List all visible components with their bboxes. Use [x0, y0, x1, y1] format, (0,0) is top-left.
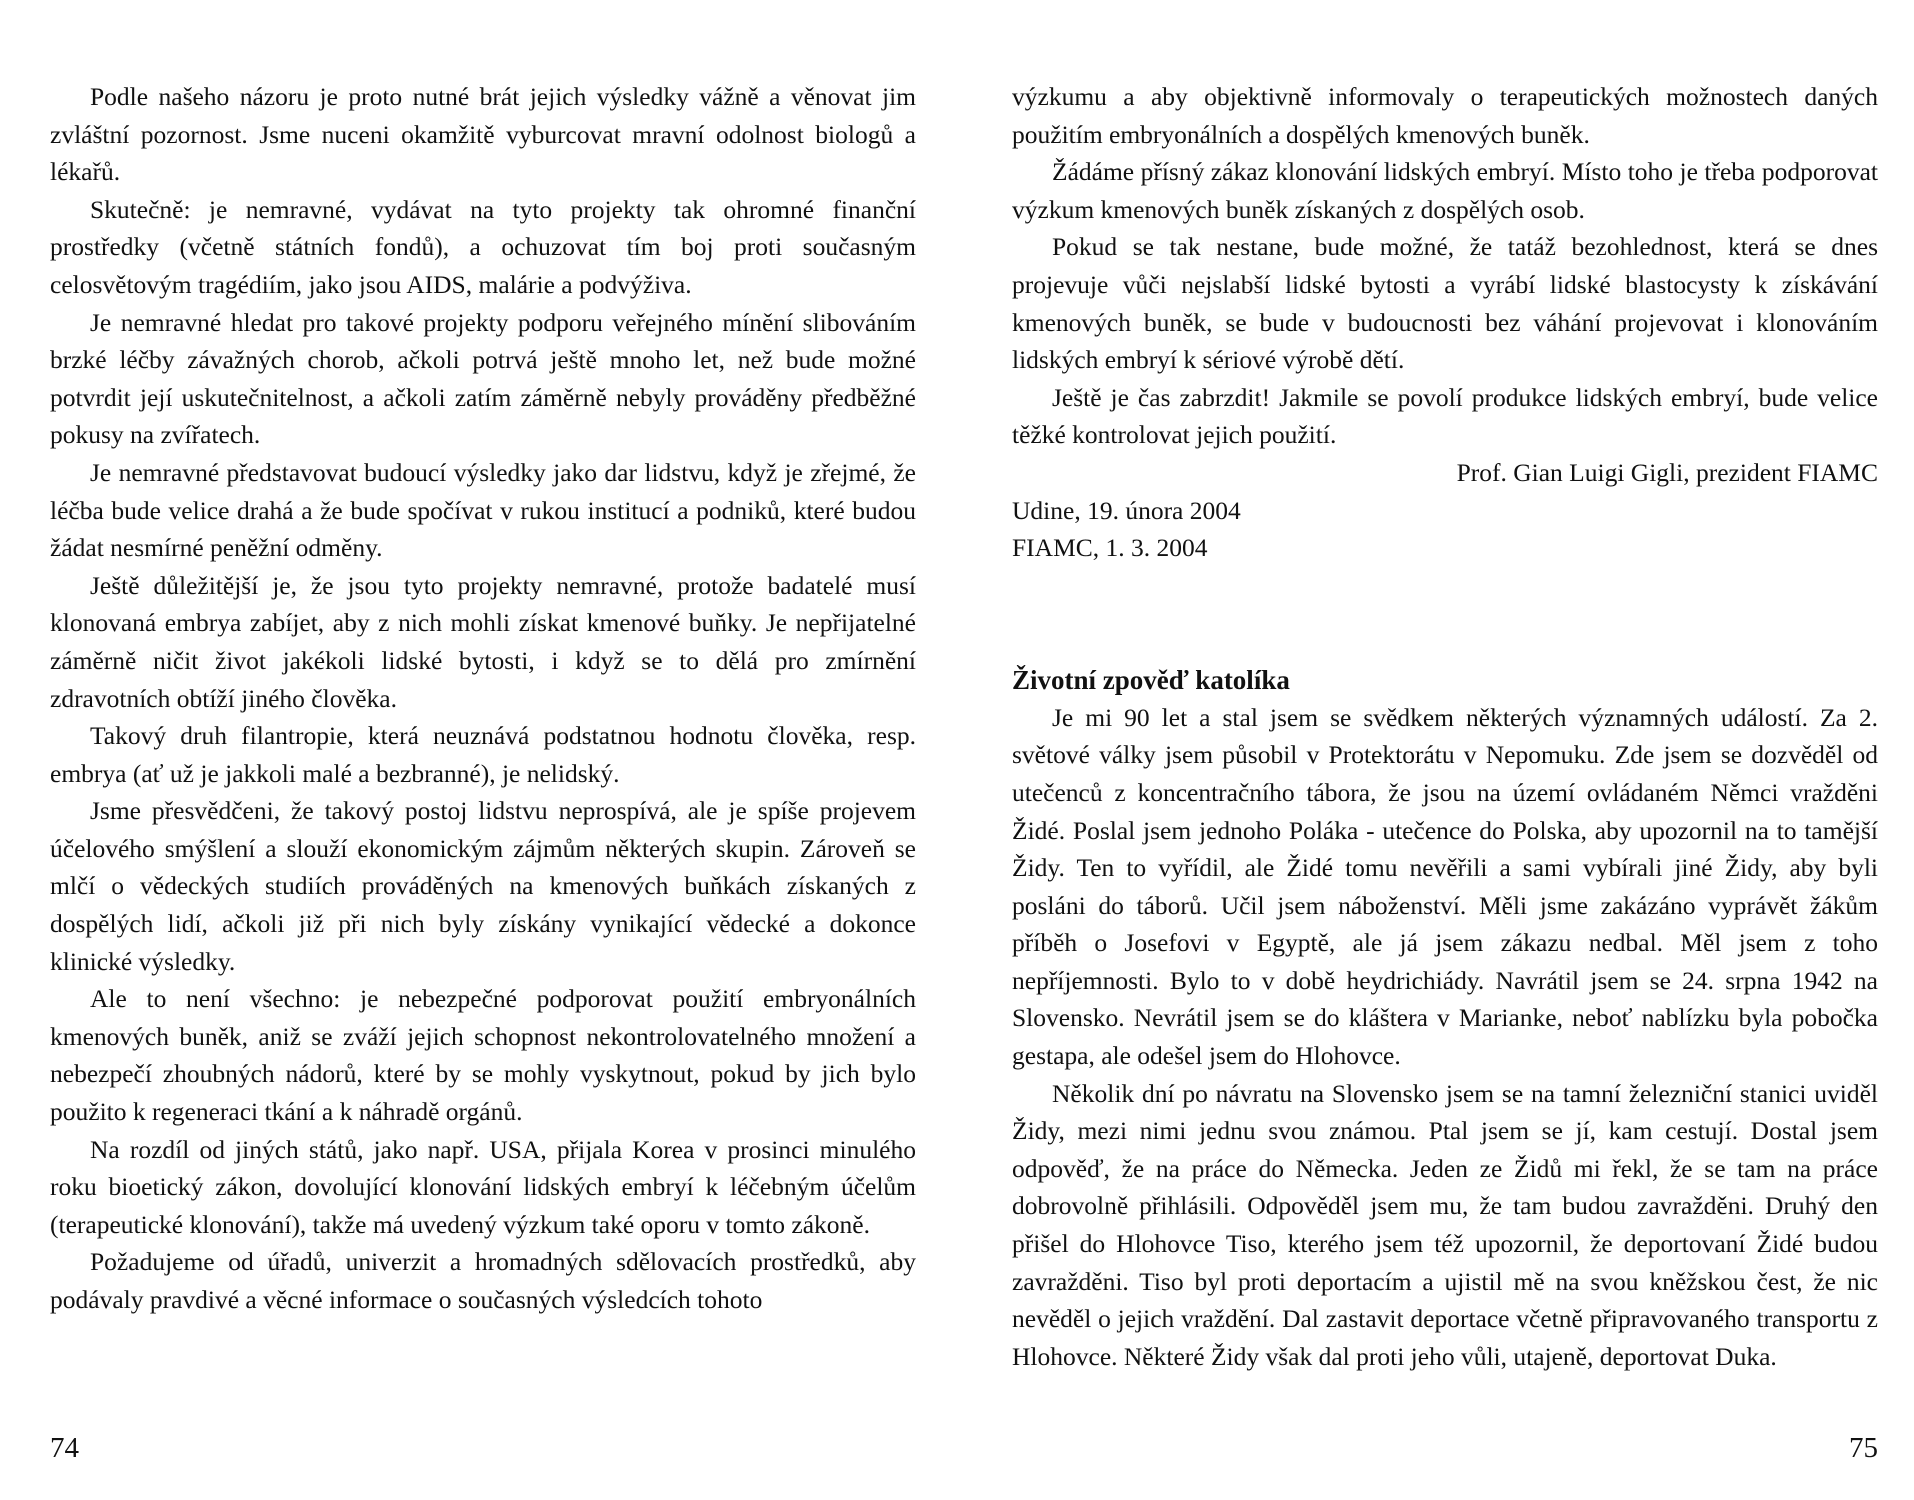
paragraph: Jsme přesvědčeni, že takový postoj lidstvu neprospívá, ale je spíše projevem účelového smýšlení a slouží ekonomickým zájmům některých skupin. Zároveň se mlčí o vědeckých studiích prováděných na kmenových buňkách získaných z dospělých lidí, ačkoli již při nich byly získány vynikající vědecké a dokonce klinické výsledky. [50, 796, 916, 976]
paragraph: Požadujeme od úřadů, univerzit a hromadných sdělovacích prostředků, aby podávaly pravdivé a věcné informace o současných výsledcích tohoto [50, 1247, 916, 1314]
paragraph: Několik dní po návratu na Slovensko jsem se na tamní železniční stanici uviděl Židy, mezi nimi jednu svou známou. Ptal jsem se jí, kam cestují. Dostal jsem odpověď, že na práce do Německa. Jeden ze Židů mi řekl, že se tam na práce dobrovolně přihlásili. Odpověděl jsem mu, že tam budou zavražděni. Druhý den přišel do Hlohovce Tiso, kterého jsem též upozornil, že deportovaní Židé budou zavražděni. Tiso byl proti deportacím a ujistil mě na svou kněžskou čest, že nic nevěděl o jejich vraždění. Dal zastavit deportace včetně připravovaného transportu z Hlohovce. Některé Židy však dal proti jeho vůli, utajeně, deportovat Duka. [1012, 1078, 1878, 1371]
paragraph: Ještě důležitější je, že jsou tyto projekty nemravné, protože badatelé musí klonovaná embrya zabíjet, aby z nich mohli získat kmenové buňky. Je nepřijatelné záměrně ničit život jakékoli lidské bytosti, i když se to dělá pro zmírnění zdravotních obtíží jiného člověka. [50, 570, 916, 713]
right-page [1012, 0, 1878, 1500]
source-line: FIAMC, 1. 3. 2004 [1012, 533, 1208, 563]
paragraph: Je nemravné hledat pro takové projekty podporu veřejného mínění slibováním brzké léčby závažných chorob, ačkoli potrvá ještě mnoho let, než bude možné potvrdit její uskutečnitelnost, a ačkoli zatím záměrně nebyly prováděny předběžné pokusy na zvířatech. [50, 307, 916, 450]
left-page-text [50, 78, 916, 1319]
date-line: Udine, 19. února 2004 [1012, 495, 1241, 525]
signature: Prof. Gian Luigi Gigli, prezident FIAMC [1456, 457, 1878, 487]
paragraph: Na rozdíl od jiných států, jako např. USA, přijala Korea v prosinci minulého roku bioetický zákon, dovolující klonování lidských embryí k léčebným účelům (terapeutické klonování), takže má uvedený výzkum také oporu v tomto zákoně. [50, 1134, 916, 1239]
paragraph: Pokud se tak nestane, bude možné, že tatáž bezohlednost, která se dnes projevuje vůči nejslabší lidské bytosti a vyrábí lidské blastocysty k získávání kmenových buněk, se bude v budoucnosti bez váhání projevovat i klonováním lidských embryí k sériové výrobě dětí. [1012, 232, 1878, 375]
paragraph: Ještě je čas zabrzdit! Jakmile se povolí produkce lidských embryí, bude velice těžké kontrolovat jejich použití. [1012, 382, 1878, 450]
page-number: 75 [1849, 1432, 1878, 1464]
section-spacer [1012, 567, 1878, 661]
paragraph: Ale to není všechno: je nebezpečné podporovat použití embryonálních kmenových buněk, aniž se zváží jejich schopnost nekontrolovatelného množení a nebezpečí zhoubných nádorů, které by se mohly vyskytnout, pokud by jich bylo použito k regeneraci tkání a k náhradě orgánů. [50, 984, 916, 1127]
paragraph: Takový druh filantropie, která neuznává podstatnou hodnotu člověka, resp. embrya (ať už je jakkoli malé a bezbranné), je nelidský. [50, 721, 916, 788]
paragraph: Je mi 90 let a stal jsem se svědkem některých významných událostí. Za 2. světové války jsem působil v Protektorátu v Nepomuku. Zde jsem se dozvěděl od utečenců z koncentračního tábora, že jsou na území ovládaném Němci vražděni Židé. Poslal jsem jednoho Poláka - utečence do Polska, aby upozornil na to tamější Židy. Ten to vyřídil, ale Židé tomu nevěřili a sami vybírali jiné Židy, aby byli posláni do táborů. Učil jsem náboženství. Měli jsme zakázáno vyprávět žákům příběh o Josefovi v Egyptě, ale já jsem zákazu nedbal. Měl jsem z toho nepříjemnosti. Bylo to v době heydrichiády. Navrátil jsem se 24. srpna 1942 na Slovensko. Nevrátil jsem se do kláštera v Marianke, neboť nablízku byla pobočka gestapa, ale odešel jsem do Hlohovce. [1012, 702, 1878, 1071]
right-page-text [1012, 78, 1878, 1375]
left-page [50, 0, 916, 1500]
paragraph: Skutečně: je nemravné, vydávat na tyto projekty tak ohromné finanční prostředky (včetně státních fondů), a ochuzovat tím boj proti současným celosvětovým tragédiím, jako jsou AIDS, malárie a podvýživa. [50, 194, 916, 299]
paragraph-continuation: výzkumu a aby objektivně informovaly o terapeutických možnostech daných použitím embryonálních a dospělých kmenových buněk. [1012, 82, 1878, 149]
paragraph: Žádáme přísný zákaz klonování lidských embryí. Místo toho je třeba podporovat výzkum kmenových buněk získaných z dospělých osob. [1012, 157, 1878, 224]
section-title: Životní zpověď katolíka [1012, 664, 1290, 695]
paragraph: Podle našeho názoru je proto nutné brát jejich výsledky vážně a věnovat jim zvláštní pozornost. Jsme nuceni okamžitě vyburcovat mravní odolnost biologů a lékařů. [50, 82, 916, 187]
paragraph: Je nemravné představovat budoucí výsledky jako dar lidstvu, když je zřejmé, že léčba bude velice drahá a že bude spočívat v rukou institucí a podniků, které budou žádat nesmírné peněžní odměny. [50, 457, 916, 563]
page-number: 74 [50, 1432, 79, 1464]
